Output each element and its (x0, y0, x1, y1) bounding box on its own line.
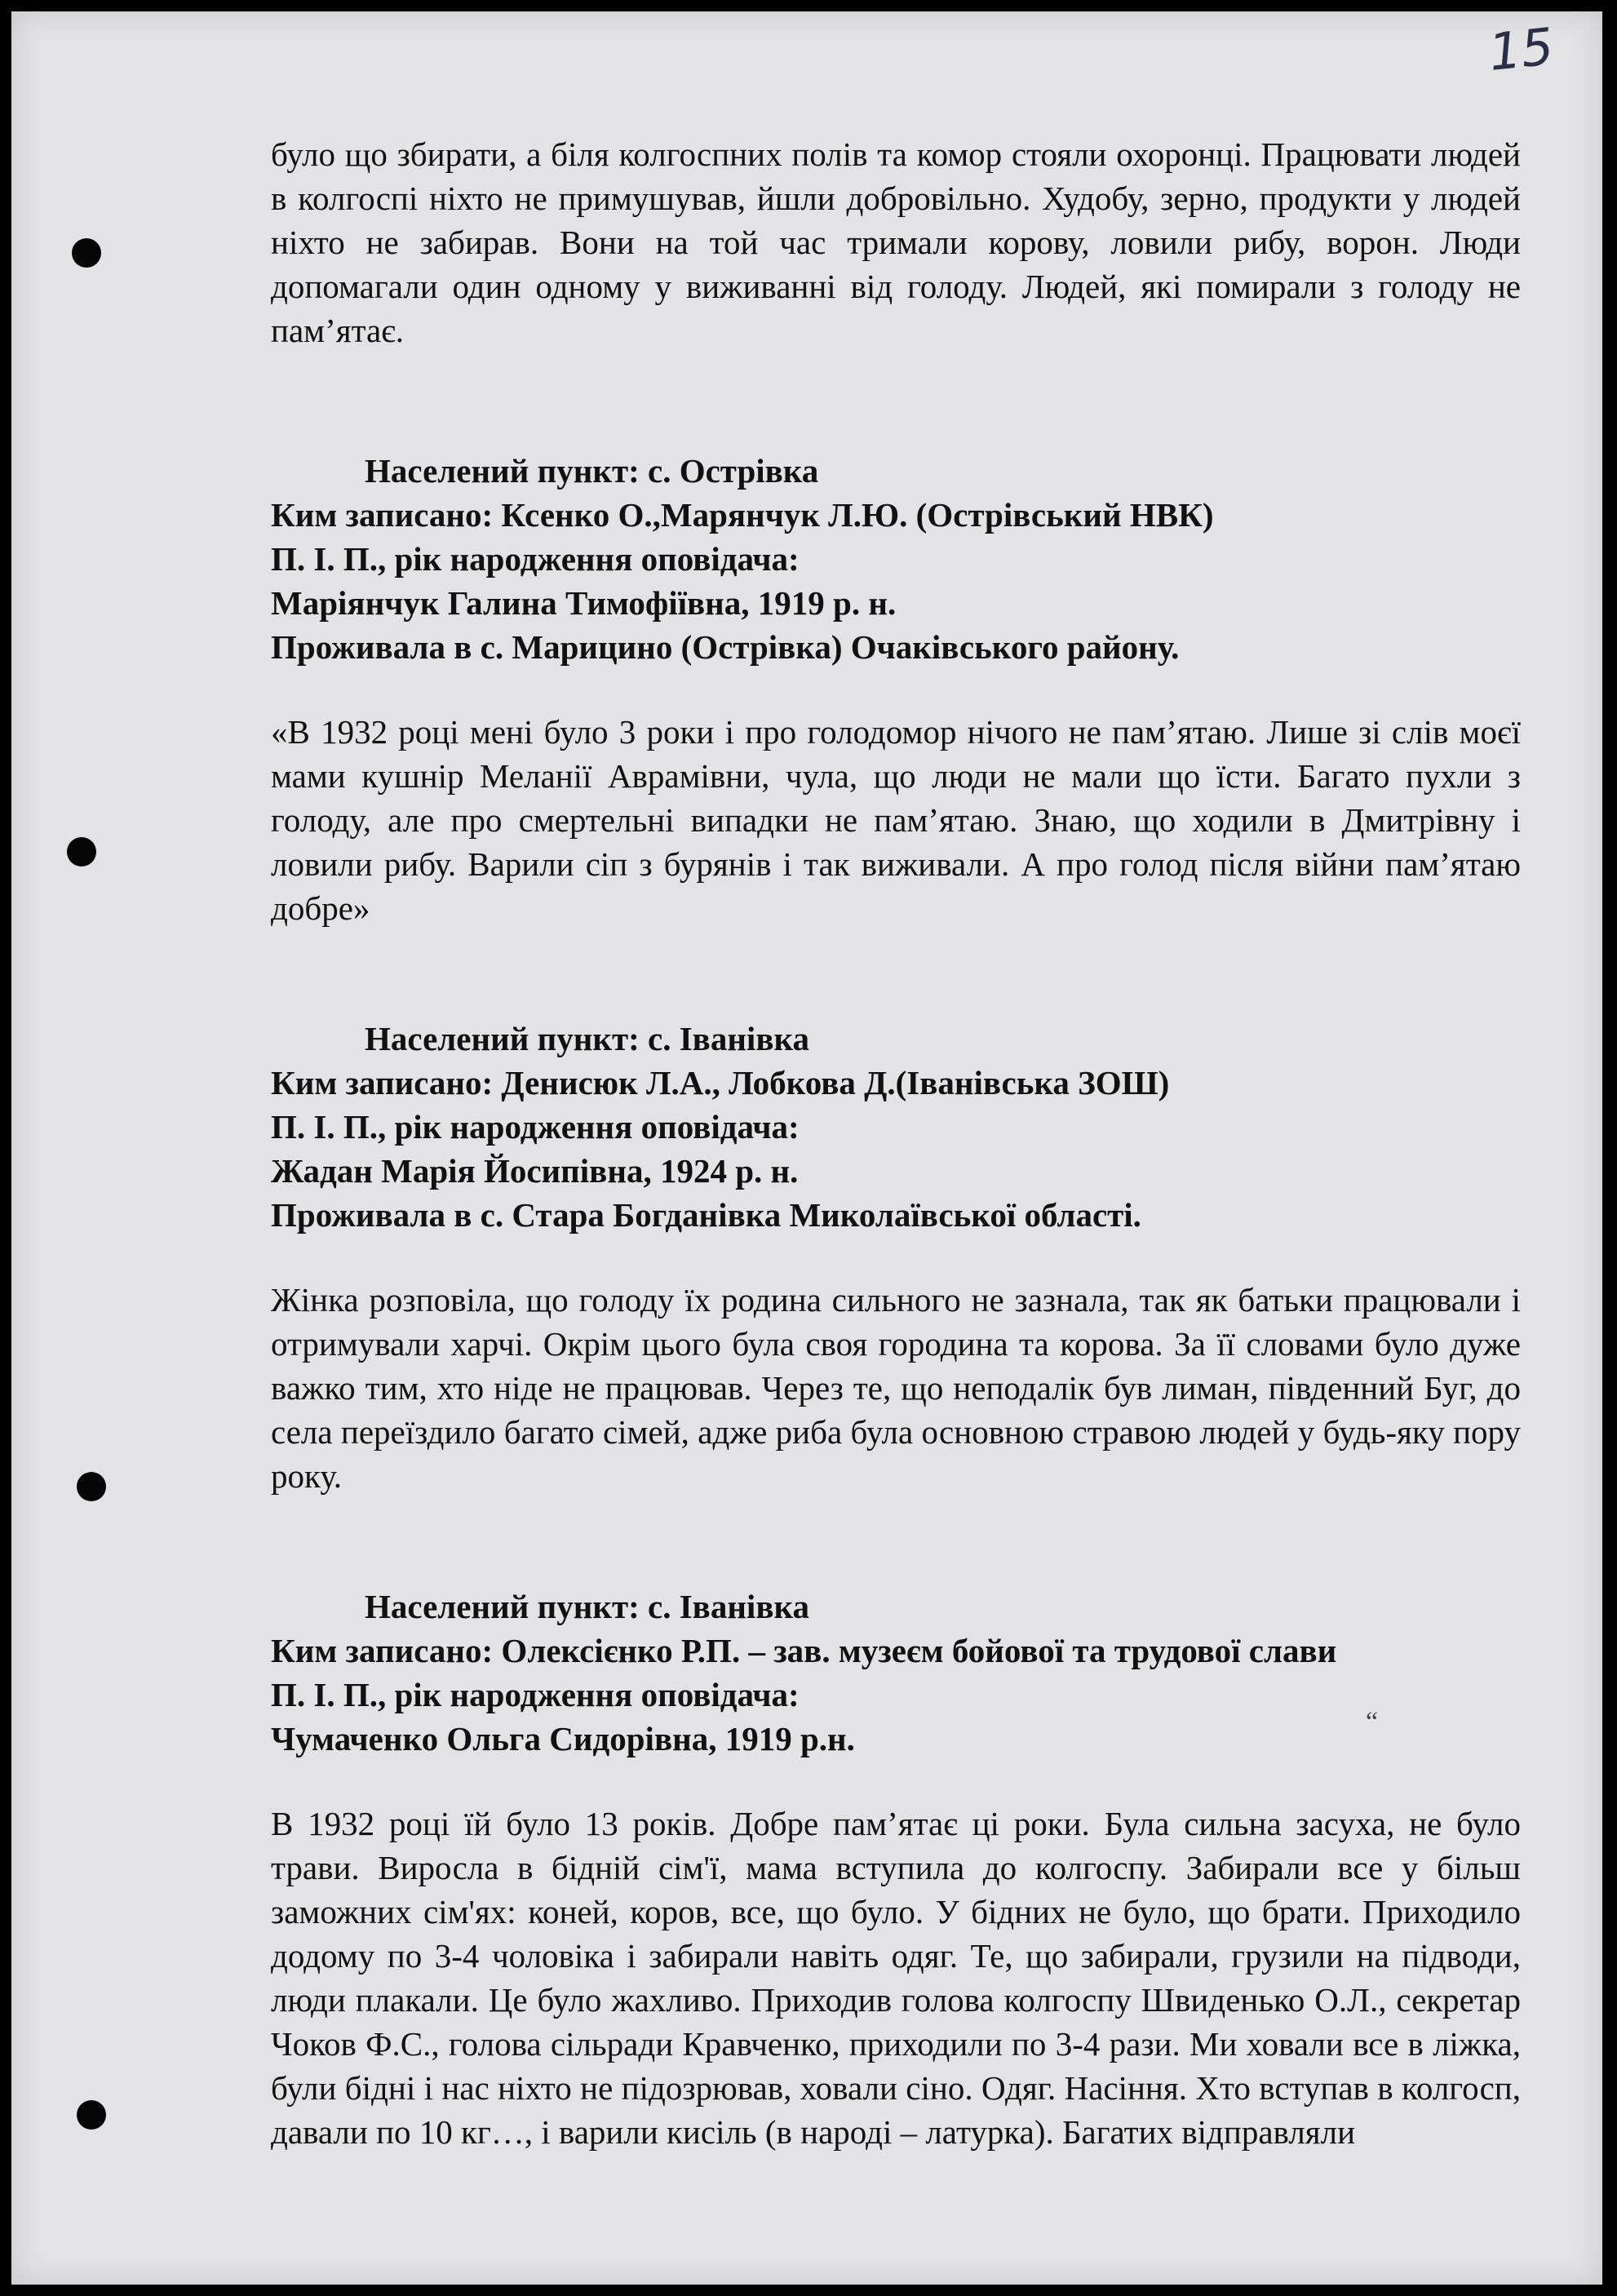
document-page (11, 11, 1602, 2285)
handwritten-page-number: 15 (1486, 16, 1557, 82)
document-body (271, 132, 1521, 2154)
narrator-name: Маріянчук Галина Тимофіївна, 1919 р. н. (271, 584, 897, 622)
testimony-section (271, 449, 1521, 930)
testimony-section (271, 1585, 1521, 2154)
recorded-by: Ким записано: Ксенко О.,Марянчук Л.Ю. (Острівський НВК) (271, 496, 1214, 534)
testimony-text: В 1932 році їй було 13 років. Добре пам’ятає ці роки. Була сильна засуха, не було трави. Виросла в бідній сім'ї, мама вступила до колгоспу. Забирали все у більш заможних сім'ях: коней, коров, все, що було. У бідних не було, що брати. Приходило додому по 3-4 чоловіка і забирали навіть одяг. Те, що забирали, грузили на підводи, люди плакали. Це було жахливо. Приходив голова колгоспу Швиденько О.Л., секретар Чоков Ф.С., голова сільради Кравченко, приходили по 3-4 рази. Ми ховали все в ліжка, були бідні і нас ніхто не підозрював, ховали сіно. Одяг. Насіння. Хто вступав в колгосп, давали по 10 кг…, і варили кисіль (в народі – латурка). Багатих відправляли (271, 1805, 1521, 2151)
stray-mark: “ (1366, 1707, 1379, 1737)
narrator-label: П. І. П., рік народження оповідача: (271, 1108, 800, 1146)
settlement-heading: Населений пункт: с. Острівка (365, 452, 819, 490)
narrator-label: П. І. П., рік народження оповідача: (271, 1676, 800, 1713)
settlement-heading: Населений пункт: с. Іванівка (365, 1020, 809, 1057)
punch-hole (72, 238, 101, 268)
narrator-residence: Проживала в с. Марицино (Острівка) Очаківського району. (271, 628, 1180, 666)
intro-paragraph: було що збирати, а біля колгоспних полів та комор стояли охоронці. Працювати людей в колгоспі ніхто не примушував, йшли добровільно. Худобу, зерно, продукти у людей ніхто не забирав. Вони на той час тримали корову, ловили рибу, ворон. Люди допомагали один одному у виживанні від голоду. Людей, які помирали з голоду не пам’ятає. (271, 135, 1521, 349)
recorded-by: Ким записано: Олексієнко Р.П. – зав. музеєм бойової та трудової слави (271, 1632, 1337, 1669)
narrator-name: Чумаченко Ольга Сидорівна, 1919 р.н. (271, 1720, 855, 1757)
testimony-text: Жінка розповіла, що голоду їх родина сильного не зазнала, так як батьки працювали і отримували харчі. Окрім цього була своя городина та корова. За її словами було дуже важко тим, хто ніде не працював. Через те, що неподалік був лиман, південний Буг, до села переїздило багато сімей, адже риба була основною стравою людей у будь-яку пору року. (271, 1281, 1521, 1495)
recorded-by: Ким записано: Денисюк Л.А., Лобкова Д.(Іванівська ЗОШ) (271, 1064, 1170, 1101)
testimony-text: «В 1932 році мені було 3 роки і про голодомор нічого не пам’ятаю. Лише зі слів моєї мами кушнір Меланії Аврамівни, чула, що люди не мали що їсти. Багато пухли з голоду, але про смертельні випадки не пам’ятаю. Знаю, що ходили в Дмитрівну і ловили рибу. Варили сіп з бурянів і так виживали. А про голод після війни пам’ятаю добре» (271, 713, 1521, 927)
punch-hole (77, 2100, 106, 2130)
narrator-label: П. І. П., рік народження оповідача: (271, 540, 800, 578)
testimony-section (271, 1017, 1521, 1498)
punch-hole (67, 837, 96, 867)
settlement-heading: Населений пункт: с. Іванівка (365, 1588, 809, 1625)
narrator-residence: Проживала в с. Стара Богданівка Миколаївської області. (271, 1196, 1141, 1234)
narrator-name: Жадан Марія Йосипівна, 1924 р. н. (271, 1152, 799, 1190)
punch-hole (77, 1472, 106, 1501)
